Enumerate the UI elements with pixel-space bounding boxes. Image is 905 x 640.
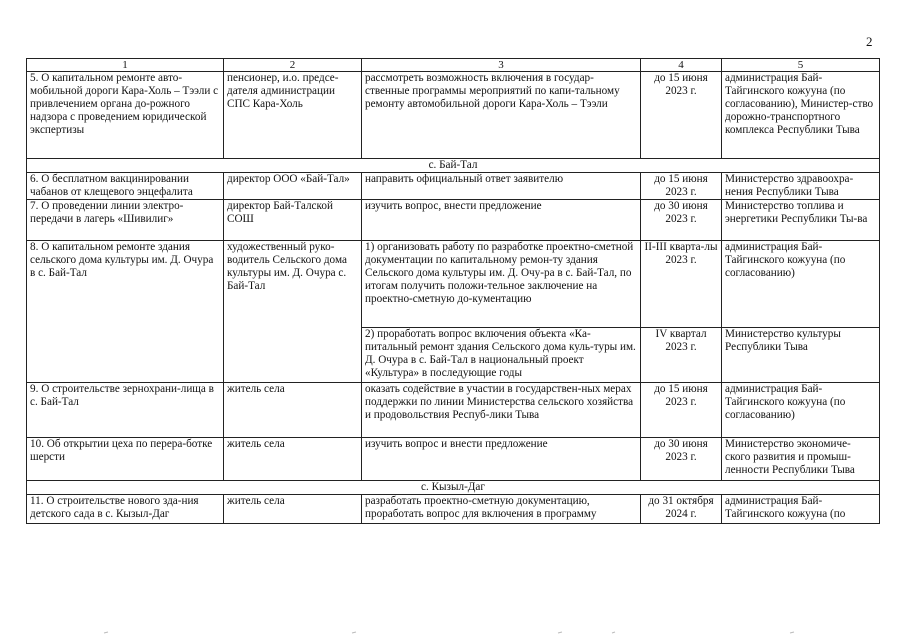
table-row: [27, 200, 880, 241]
column-number-2: 2: [224, 59, 362, 72]
applicant-cell: житель села: [224, 438, 362, 481]
table-row: [27, 72, 880, 159]
action-cell: изучить вопрос и внести предложение: [362, 438, 641, 481]
action-cell: рассмотреть возможность включения в государ-ственные программы мероприятий по капи-тальному ремонту автомобильной дороги Кара-Холь – Тээли: [362, 72, 641, 159]
topic-cell: 5. О капитальном ремонте авто-мобильной дороги Кара-Холь – Тээли с привлечением органа до-рожного надзора с проведением юридической экспертизы: [27, 72, 224, 159]
column-number-4: 4: [641, 59, 722, 72]
responsible-cell: администрация Бай-Тайгинского кожууна (по согласованию), Министер-ство дорожно-транспортного комплекса Республики Тыва: [722, 72, 880, 159]
responsible-cell: Министерство экономиче-ского развития и промыш-ленности Республики Тыва: [722, 438, 880, 481]
responsible-cell: Министерство культуры Республики Тыва: [722, 328, 880, 383]
table-row: [27, 495, 880, 524]
deadline-cell: до 15 июня 2023 г.: [641, 173, 722, 200]
deadline-cell: IV квартал 2023 г.: [641, 328, 722, 383]
section-row: [27, 159, 880, 173]
topic-cell: 8. О капитальном ремонте здания сельского дома культуры им. Д. Очура в с. Бай-Тал: [27, 241, 224, 383]
topic-cell: 6. О бесплатном вакцинировании чабанов от клещевого энцефалита: [27, 173, 224, 200]
responsible-cell: Министерство здравоохра-нения Республики Тыва: [722, 173, 880, 200]
action-cell: направить официальный ответ заявителю: [362, 173, 641, 200]
section-row: [27, 481, 880, 495]
column-number-1: 1: [27, 59, 224, 72]
appeals-table: [26, 58, 880, 524]
topic-cell: 7. О проведении линии электро-передачи в лагерь «Шивилиг»: [27, 200, 224, 241]
page-number: 2: [866, 34, 873, 49]
table-row: [27, 438, 880, 481]
applicant-cell: директор ООО «Бай-Тал»: [224, 173, 362, 200]
table-row: [27, 241, 880, 328]
topic-cell: 9. О строительстве зернохрани-лища в с. Бай-Тал: [27, 383, 224, 438]
action-cell: 1) организовать работу по разработке проектно-сметной документации по капитальному ремон-ту здания Сельского дома культуры им. Д. Очу-ра в с. Бай-Тал, по итогам получить положи-тельное заключение на проектно-сметную до-кументацию: [362, 241, 641, 328]
applicant-cell: директор Бай-Талской СОШ: [224, 200, 362, 241]
table-row: [27, 173, 880, 200]
applicant-cell: житель села: [224, 495, 362, 524]
action-cell: разработать проектно-сметную документацию, проработать вопрос для включения в программу: [362, 495, 641, 524]
applicant-cell: житель села: [224, 383, 362, 438]
table-row: [27, 383, 880, 438]
scan-artifacts: [0, 628, 905, 636]
responsible-cell: администрация Бай-Тайгинского кожууна (по: [722, 495, 880, 524]
responsible-cell: администрация Бай-Тайгинского кожууна (по согласованию): [722, 241, 880, 328]
action-cell: изучить вопрос, внести предложение: [362, 200, 641, 241]
deadline-cell: до 30 июня 2023 г.: [641, 438, 722, 481]
column-number-5: 5: [722, 59, 880, 72]
deadline-cell: до 15 июня 2023 г.: [641, 72, 722, 159]
deadline-cell: до 30 июня 2023 г.: [641, 200, 722, 241]
deadline-cell: до 15 июня 2023 г.: [641, 383, 722, 438]
topic-cell: 11. О строительстве нового зда-ния детского сада в с. Кызыл-Даг: [27, 495, 224, 524]
deadline-cell: до 31 октября 2024 г.: [641, 495, 722, 524]
action-cell: оказать содействие в участии в государствен-ных мерах поддержки по линии Министерства сельского хозяйства и продовольствия Респуб-лики Тыва: [362, 383, 641, 438]
column-number-row: [27, 59, 880, 72]
section-title-bai-tal: с. Бай-Тал: [27, 159, 880, 173]
section-title-kyzyl-dag: с. Кызыл-Даг: [27, 481, 880, 495]
action-cell: 2) проработать вопрос включения объекта «Ка-питальный ремонт здания Сельского дома куль-туры им. Д. Очура в с. Бай-Тал в национальный проект «Культура» в последующие годы: [362, 328, 641, 383]
responsible-cell: администрация Бай-Тайгинского кожууна (по согласованию): [722, 383, 880, 438]
applicant-cell: пенсионер, и.о. предсе-дателя администрации СПС Кара-Холь: [224, 72, 362, 159]
applicant-cell: художественный руко-водитель Сельского дома культуры им. Д. Очура с. Бай-Тал: [224, 241, 362, 383]
deadline-cell: II-III кварта-лы 2023 г.: [641, 241, 722, 328]
topic-cell: 10. Об открытии цеха по перера-ботке шерсти: [27, 438, 224, 481]
column-number-3: 3: [362, 59, 641, 72]
responsible-cell: Министерство топлива и энергетики Республики Ты-ва: [722, 200, 880, 241]
